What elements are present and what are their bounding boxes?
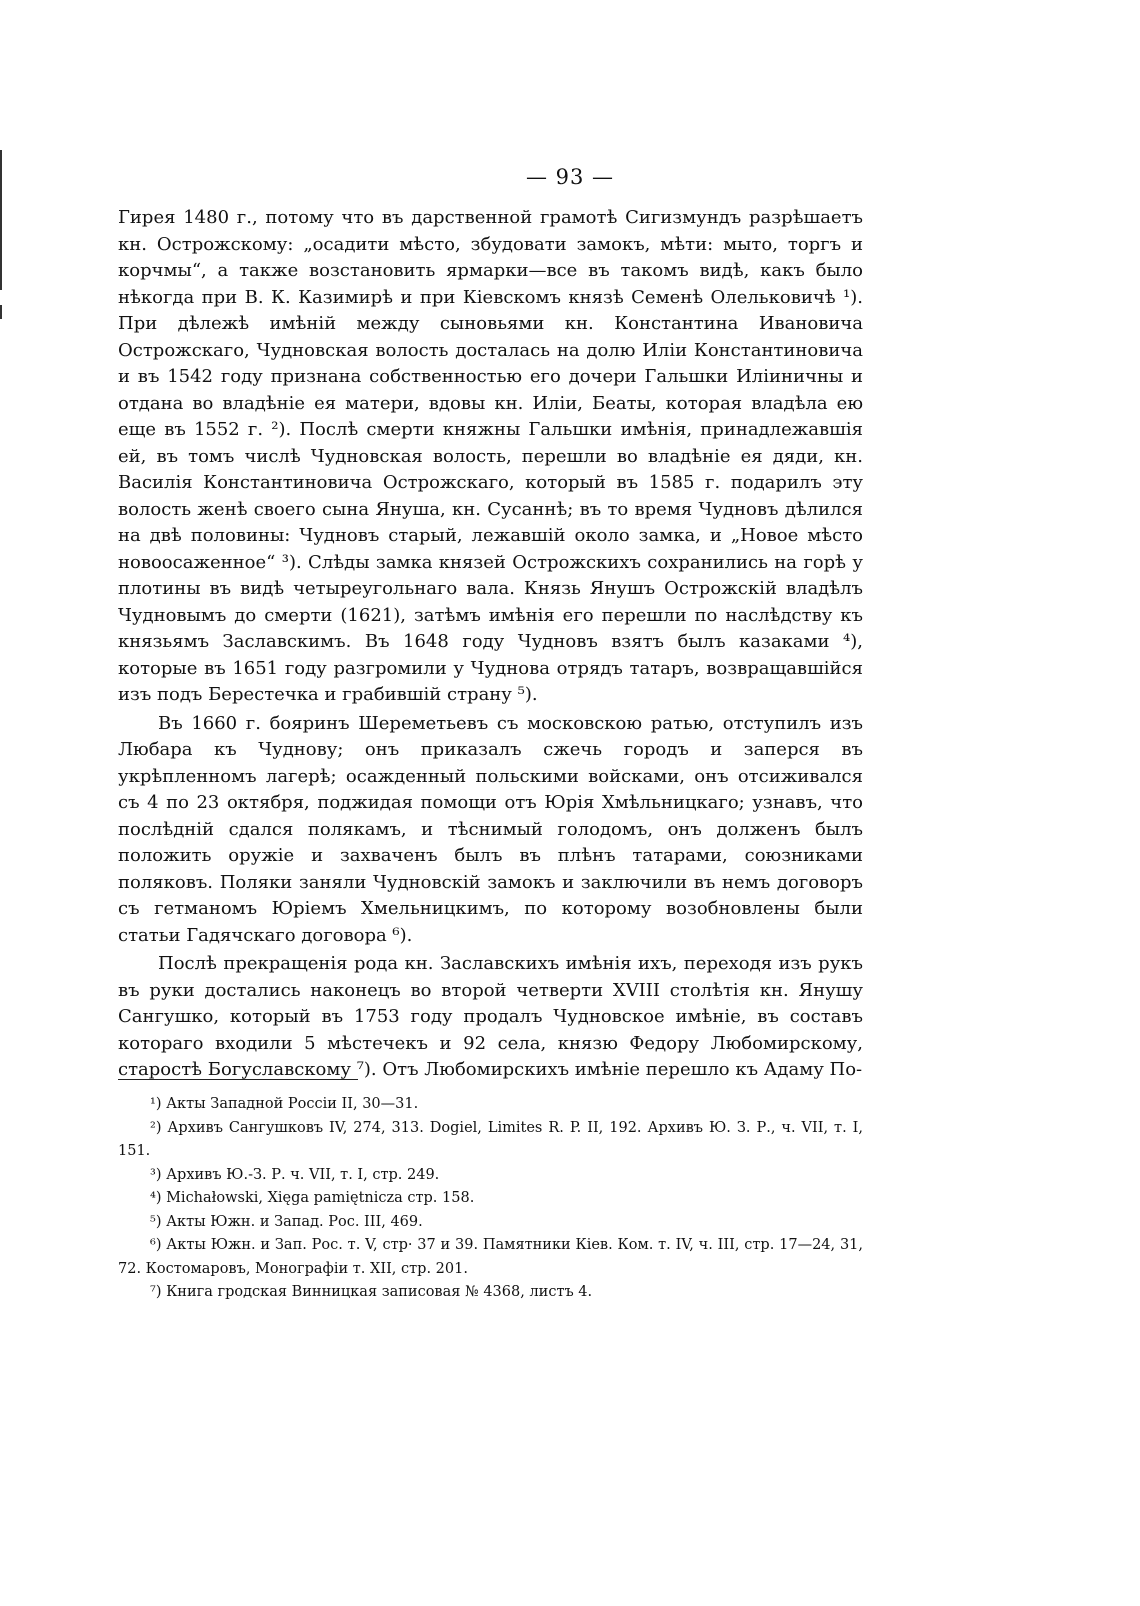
footnote-divider (118, 1079, 358, 1080)
footnote: ⁷) Книга гродская Винницкая записовая № 4368, листъ 4. (150, 1284, 593, 1300)
footnote: ⁴) Michałowski, Xięga pamiętnicza стр. 158. (150, 1190, 475, 1206)
page-number: — 93 — (525, 165, 615, 189)
footnote: ¹) Акты Западной Россіи II, 30—31. (150, 1096, 419, 1112)
footnote: ⁵) Акты Южн. и Запад. Рос. III, 469. (150, 1213, 423, 1230)
paragraph: Въ 1660 г. бояринъ Шереметьевъ съ московскою ратью, отступилъ изъ Любара къ Чуднову; онъ приказалъ сжечь городъ и заперся въ укрѣпленномъ лагерѣ; осажденный польскими войсками, онъ отсиживался съ 4 по 23 октября, поджидая помощи отъ Юрія Хмѣльницкаго; узнавъ, что послѣдній сдался полякамъ, и тѣснимый голодомъ, онъ долженъ былъ положить оружіе и захваченъ былъ въ плѣнъ татарами, союзниками поляковъ. Поляки заняли Чудновскій замокъ и заключили въ немъ договоръ съ гетманомъ Юріемъ Хмельницкимъ, по которому возобновлены были статьи Гадячскаго договора ⁶). (118, 712, 863, 946)
body-text (118, 205, 863, 1084)
scan-edge-mark (0, 305, 2, 319)
footnotes (118, 1093, 863, 1305)
paragraph: Послѣ прекращенія рода кн. Заславскихъ имѣнія ихъ, переходя изъ рукъ въ руки достались наконецъ во второй четверти XVIII столѣтія кн. Янушу Сангушко, который въ 1753 году продалъ Чудновское имѣніе, въ составъ котораго входили 5 мѣстечекъ и 92 села, князю Федору Любомирскому, старостѣ Богуславскому ⁷). Отъ Любомирскихъ имѣніе перешло къ Адаму По- (118, 953, 863, 1080)
footnote: ⁶) Акты Южн. и Зап. Рос. т. V, стр· 37 и 39. Памятники Кіев. Ком. т. IV, ч. III, стр. 17—24, 31, 72. Костомаровъ, Монографіи т. XII, стр. 201. (118, 1237, 863, 1277)
footnote: ²) Архивъ Сангушковъ IV, 274, 313. Dogiel, Limites R. P. II, 192. Архивъ Ю. З. Р., ч. VII, т. I, 151. (118, 1119, 863, 1159)
footnote: ³) Архивъ Ю.-З. Р. ч. VII, т. I, стр. 249. (150, 1166, 440, 1183)
paragraph: Гирея 1480 г., потому что въ дарственной грамотѣ Сигизмундъ разрѣшаетъ кн. Острожскому: „осадити мѣсто, збудовати замокъ, мѣти: мыто, торгъ и корчмы“, а также возстановить ярмарки—все въ такомъ видѣ, какъ было нѣкогда при В. К. Казимирѣ и при Кіевскомъ князѣ Семенѣ Олельковичѣ ¹). При дѣлежѣ имѣній между сыновьями кн. Константина Ивановича Острожскаго, Чудновская волость досталась на долю Иліи Константиновича и въ 1542 году признана собственностью его дочери Гальшки Иліиничны и отдана во владѣніе ея матери, вдовы кн. Иліи, Беаты, которая владѣла ею еще въ 1552 г. ²). Послѣ смерти княжны Гальшки имѣнія, принадлежавшія ей, въ томъ числѣ Чудновская волость, перешли во владѣніе ея дяди, кн. Василія Константиновича Острожскаго, который въ 1585 г. подарилъ эту волость женѣ своего сына Януша, кн. Сусаннѣ; въ то время Чудновъ дѣлился на двѣ половины: Чудновъ старый, лежавшій около замка, и „Новое мѣсто новоосаженное“ ³). Слѣды замка князей Острожскихъ сохранились на горѣ у плотины въ видѣ четыреугольнаго вала. Князь Янушъ Острожскій владѣлъ Чудновымъ до смерти (1621), затѣмъ имѣнія его перешли по наслѣдству къ князьямъ Заславскимъ. Въ 1648 году Чудновъ взятъ былъ казаками ⁴), которые въ 1651 году разгромили у Чуднова отрядъ татаръ, возвращавшійся изъ подъ Берестечка и грабившій страну ⁵). (118, 207, 863, 705)
